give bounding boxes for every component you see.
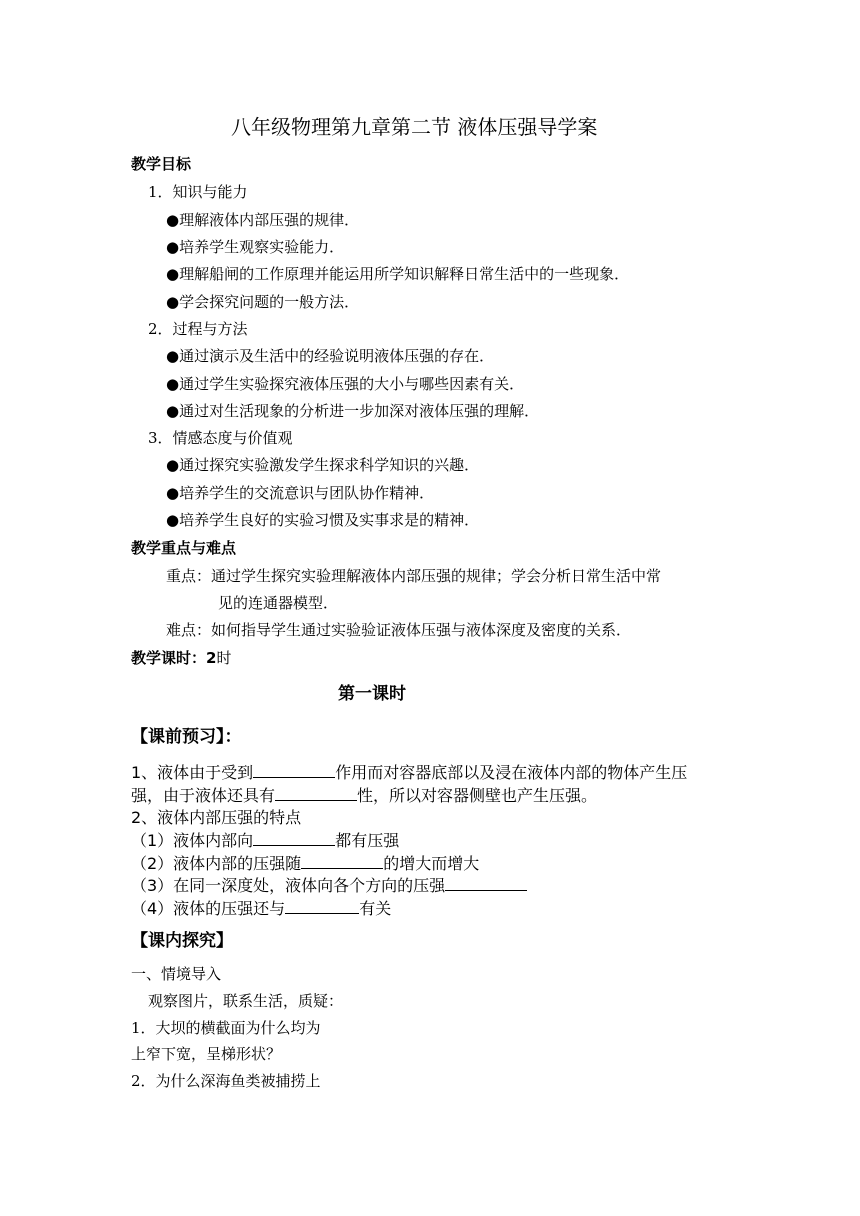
class-hours-label: 教学课时： — [131, 649, 207, 667]
key-point-line-1: 重点：通过学生探究实验理解液体内部压强的规律；学会分析日常生活中常 — [166, 567, 662, 585]
preview-text: 有关 — [359, 899, 392, 918]
preview-subitem-3 — [131, 878, 527, 894]
preview-heading: 【课前预习】： — [131, 727, 242, 747]
objective-item: ●通过探究实验激发学生探求科学知识的兴趣． — [166, 456, 480, 474]
inquiry-subheading: 一、情境导入 — [131, 965, 222, 983]
preview-text: 的增大而增大 — [383, 854, 480, 873]
preview-text: （3）在同一深度处，液体向各个方向的压强 — [131, 876, 446, 895]
inquiry-question-1-cont: 上窄下宽，呈梯形状？ — [131, 1045, 282, 1063]
objective-item: ●通过演示及生活中的经验说明液体压强的存在． — [166, 347, 495, 365]
lesson-title: 第一课时 — [338, 684, 406, 704]
objective-item: ●培养学生观察实验能力． — [166, 238, 345, 256]
section-2-label: 2．过程与方法 — [148, 320, 248, 338]
section-1-label: 1．知识与能力 — [148, 183, 248, 201]
preview-subitem-4 — [131, 901, 391, 917]
preview-text: 性，所以对容器侧壁也产生压强。 — [357, 786, 598, 805]
inquiry-question-2: 2．为什么深海鱼类被捕捞上 — [131, 1072, 321, 1090]
key-points-heading: 教学重点与难点 — [131, 539, 237, 557]
fill-blank[interactable] — [301, 867, 383, 869]
inquiry-question-1: 1．大坝的横截面为什么均为 — [131, 1019, 321, 1037]
objective-item: ●通过学生实验探究液体压强的大小与哪些因素有关． — [166, 375, 525, 393]
fill-blank[interactable] — [253, 844, 335, 846]
preview-question-1-line-2 — [131, 788, 597, 804]
key-point-line-2: 见的连通器模型． — [218, 594, 339, 612]
inquiry-heading: 【课内探究】 — [131, 931, 233, 951]
preview-subitem-2 — [131, 856, 479, 872]
difficult-point: 难点：如何指导学生通过实验验证液体压强与液体深度及密度的关系． — [166, 621, 632, 639]
preview-text: 强，由于液体还具有 — [131, 786, 276, 805]
document-title: 八年级物理第九章第二节 液体压强导学案 — [231, 115, 598, 139]
objective-item: ●理解液体内部压强的规律． — [166, 211, 360, 229]
objective-item: ●培养学生的交流意识与团队协作精神． — [166, 484, 435, 502]
preview-text: 作用而对容器底部以及浸在液体内部的物体产生压 — [335, 763, 688, 782]
class-hours-value: 2 — [206, 649, 217, 667]
preview-text: 1、液体由于受到 — [131, 763, 254, 782]
preview-text: 都有压强 — [335, 831, 400, 850]
fill-blank[interactable] — [285, 912, 359, 914]
objective-item: ●理解船闸的工作原理并能运用所学知识解释日常生活中的一些现象． — [166, 265, 630, 283]
objective-item: ●通过对生活现象的分析进一步加深对液体压强的理解． — [166, 402, 540, 420]
section-3-label: 3．情感态度与价值观 — [148, 429, 293, 447]
fill-blank[interactable] — [253, 776, 335, 778]
preview-text: （4）液体的压强还与 — [131, 899, 286, 918]
preview-question-1-line-1 — [131, 765, 687, 781]
preview-question-2: 2、液体内部压强的特点 — [131, 808, 302, 827]
preview-text: （2）液体内部的压强随 — [131, 854, 302, 873]
class-hours — [131, 651, 231, 666]
fill-blank[interactable] — [445, 889, 527, 891]
inquiry-intro: 观察图片，联系生活，质疑： — [148, 992, 344, 1010]
class-hours-unit: 时 — [216, 649, 232, 667]
preview-subitem-1 — [131, 833, 399, 849]
objective-item: ●培养学生良好的实验习惯及实事求是的精神． — [166, 511, 480, 529]
preview-text: （1）液体内部向 — [131, 831, 254, 850]
objectives-heading: 教学目标 — [131, 155, 192, 173]
fill-blank[interactable] — [275, 799, 357, 801]
objective-item: ●学会探究问题的一般方法． — [166, 293, 360, 311]
